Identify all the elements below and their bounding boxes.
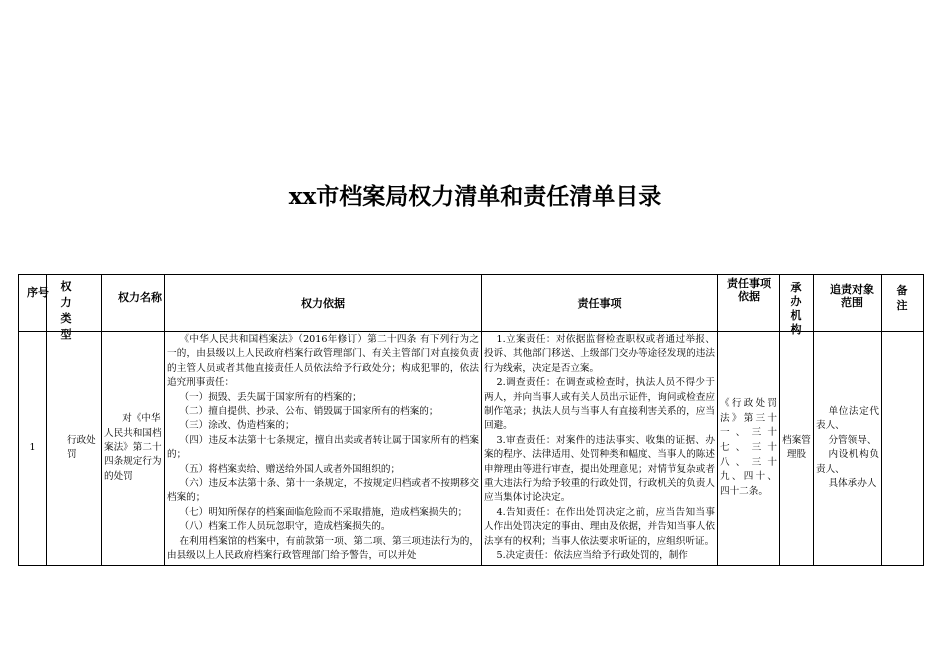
row-seq: 1 (19, 332, 47, 566)
row-power-basis (165, 332, 482, 566)
power-basis-paragraph: （五）将档案卖给、赠送给外国人或者外国组织的； (179, 463, 401, 475)
header-remark: 备注 (882, 275, 924, 332)
header-power-name: 权力名称 (102, 275, 165, 332)
header-office: 承办机构 (780, 275, 814, 332)
row-accountability (814, 332, 882, 566)
header-power-basis: 权力依据 (165, 275, 482, 332)
power-basis-list (165, 332, 481, 565)
row-responsibility (482, 332, 718, 566)
power-basis-paragraph: （七）明知所保存的档案面临危险而不采取措施，造成档案损失的； (179, 506, 468, 518)
accountability-list (814, 404, 881, 492)
power-basis-paragraph: （二）擅自提供、抄录、公布、销毁属于国家所有的档案的； (179, 406, 439, 418)
header-resp-basis: 责任事项依据 (718, 275, 780, 332)
responsibility-paragraph: 3.审查责任：对案件的违法事实、收集的证据、办案的程序、法律适用、处罚种类和幅度、当事人的陈述申辩理由等进行审查，提出处理意见；对情节复杂或者重大违法行为给予较重的行政处罚，行政机关的负责人应当集体讨论决定。 (484, 434, 715, 504)
power-basis-paragraph: （三）涂改、伪造档案的； (179, 420, 295, 432)
responsibility-list (482, 332, 717, 565)
responsibility-paragraph: 5.决定责任：依法应当给予行政处罚的，制作 (496, 550, 688, 562)
responsibility-paragraph: 2.调查责任：在调查或检查时，执法人员不得少于两人，并向当事人或有关人员出示证件，询问或检查应制作笔录；执法人员与当事人有直接利害关系的，应当回避。 (484, 377, 715, 432)
power-basis-paragraph: （八）档案工作人员玩忽职守，造成档案损失的。 (179, 521, 391, 533)
power-basis-paragraph: 《中华人民共和国档案法》（2016年修订）第二十四条 有下列行为之一的，由县级以上人民政府档案行政管理部门、有关主管部门对直接负责的主管人员或者其他直接责任人员依法给予行政处分；构成犯罪的，依法追究刑事责任： (167, 334, 479, 389)
power-basis-paragraph: 在利用档案馆的档案中，有前款第一项、第二项、第三项违法行为的，由县级以上人民政府档案行政管理部门给予警告，可以并处 (167, 535, 479, 562)
row-office: 档案管理股 (780, 332, 814, 566)
responsibility-paragraph: 1.立案责任：对依据监督检查职权或者通过举报、投诉、其他部门移送、上级部门交办等途径发现的违法行为线索，决定是否立案。 (484, 334, 715, 374)
row-resp-basis: 《行政处罚法》第三十一、三十七、三十八、三十九、四十、四十二条。 (718, 332, 780, 566)
accountability-item: 单位法定代表人、 (816, 406, 879, 432)
power-basis-paragraph: （六）违反本法第十条、第十一条规定，不按规定归档或者不按期移交档案的； (167, 478, 479, 504)
header-row (19, 275, 924, 332)
accountability-item: 具体承办人 (828, 478, 877, 490)
table-row (19, 332, 924, 566)
power-basis-paragraph: （一）损毁、丢失属于国家所有的档案的； (179, 391, 362, 403)
accountability-item: 内设机构负责人、 (816, 449, 879, 475)
header-accountability: 追责对象范围 (814, 275, 882, 332)
power-list-table (18, 274, 924, 566)
page-title: xx市档案局权力清单和责任清单目录 (288, 183, 662, 210)
header-power-type: 权力类型 (47, 275, 102, 332)
header-responsibility: 责任事项 (482, 275, 718, 332)
row-remark (882, 332, 924, 566)
accountability-item: 分管领导、 (828, 434, 877, 446)
header-seq: 序号 (19, 275, 47, 332)
row-power-name: 对《中华人民共和国档案法》第二十四条规定行为的处罚 (102, 332, 165, 566)
responsibility-paragraph: 4.告知责任：在作出处罚决定之前，应当告知当事人作出处罚决定的事由、理由及依据，并告知当事人依法享有的权利；当事人依法要求听证的，应组织听证。 (484, 506, 715, 547)
power-basis-paragraph: （四）违反本法第十七条规定，擅自出卖或者转让属于国家所有的档案的； (167, 434, 479, 461)
row-power-type: 行政处罚 (47, 332, 102, 566)
